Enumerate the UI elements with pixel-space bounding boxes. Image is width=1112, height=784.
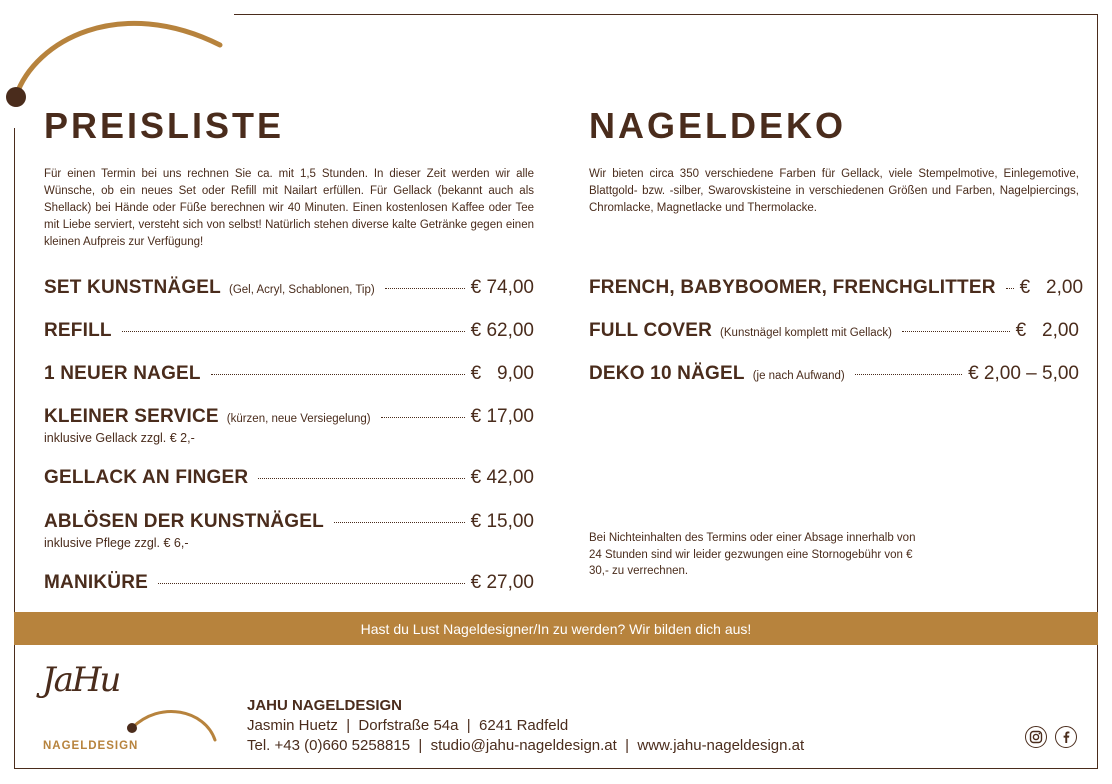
jahu-logo bbox=[40, 660, 220, 760]
price-row bbox=[44, 467, 534, 489]
item-name: SET KUNSTNÄGEL bbox=[44, 277, 221, 298]
instagram-icon[interactable] bbox=[1025, 726, 1047, 748]
dot-leader bbox=[158, 583, 465, 584]
item-name: KLEINER SERVICE bbox=[44, 406, 219, 427]
item-detail: (kürzen, neue Versiegelung) bbox=[226, 413, 371, 425]
price-row bbox=[44, 363, 534, 385]
contact-line: Tel. +43 (0)660 5258815 | studio@jahu-nageldesign.at | www.jahu-nageldesign.at bbox=[247, 737, 805, 754]
item-price: € 2,00 – 5,00 bbox=[968, 363, 1079, 384]
item-name: DEKO 10 NÄGEL bbox=[589, 363, 745, 384]
price-row bbox=[44, 572, 534, 594]
item-name: 1 NEUER NAGEL bbox=[44, 363, 201, 384]
item-price: € 62,00 bbox=[470, 320, 534, 341]
nageldeko-heading: NAGELDEKO bbox=[589, 105, 847, 146]
item-price: € 2,00 bbox=[1019, 277, 1084, 298]
cancellation-note: Bei Nichteinhalten des Termins oder einer Absage innerhalb von 24 Stunden sind wir leider gezwungen eine Stornogebühr von € 30,- zu verrechnen. bbox=[589, 532, 916, 577]
price-row bbox=[589, 277, 1084, 299]
item-subnote: inklusive Gellack zzgl. € 2,- bbox=[44, 431, 195, 445]
item-name: GELLACK AN FINGER bbox=[44, 467, 249, 488]
logo-script-text: JaHu bbox=[42, 660, 120, 700]
item-price: € 9,00 bbox=[470, 363, 534, 384]
nageldeko-intro: Wir bieten circa 350 verschiedene Farben für Gellack, viele Stempelmotive, Einlegemotive, Blattgold- bzw. -silber, Swarovskisteine in verschiedenen Größen und Farben, Nagelpiercings, Chromlacke, Magnetlacke und Thermolacke. bbox=[589, 168, 1079, 214]
item-name: FULL COVER bbox=[589, 320, 713, 341]
dot-leader bbox=[122, 331, 465, 332]
item-subnote: inklusive Pflege zzgl. € 6,- bbox=[44, 536, 189, 550]
dot-leader bbox=[334, 522, 465, 523]
dot-leader bbox=[385, 288, 465, 289]
price-row bbox=[44, 320, 534, 342]
dot-leader bbox=[381, 417, 465, 418]
logo-brand-text: NAGELDESIGN bbox=[43, 740, 139, 752]
item-name: ABLÖSEN DER KUNSTNÄGEL bbox=[44, 511, 324, 532]
frame-line-bottom bbox=[14, 768, 1098, 769]
frame-line-right bbox=[1097, 14, 1098, 769]
item-price: € 42,00 bbox=[470, 467, 534, 488]
item-price: € 27,00 bbox=[470, 572, 534, 593]
training-banner: Hast du Lust Nageldesigner/In zu werden? Wir bilden dich aus! bbox=[14, 612, 1098, 645]
item-price: € 15,00 bbox=[470, 511, 534, 532]
item-detail: (Gel, Acryl, Schablonen, Tip) bbox=[228, 284, 375, 296]
address-line: Jasmin Huetz | Dorfstraße 54a | 6241 Radfeld bbox=[247, 717, 569, 734]
price-row bbox=[44, 511, 534, 533]
instagram-glyph bbox=[1029, 730, 1043, 744]
price-row bbox=[44, 277, 534, 299]
item-detail: (je nach Aufwand) bbox=[752, 370, 845, 382]
facebook-icon[interactable] bbox=[1055, 726, 1077, 748]
item-name: REFILL bbox=[44, 320, 112, 341]
item-price: € 74,00 bbox=[470, 277, 534, 298]
company-name: JAHU NAGELDESIGN bbox=[247, 697, 403, 714]
decorative-arc bbox=[0, 0, 240, 120]
price-row bbox=[589, 320, 1079, 342]
price-row bbox=[44, 406, 534, 428]
frame-line-left bbox=[14, 128, 15, 769]
contact-block bbox=[247, 696, 804, 756]
preisliste-intro: Für einen Termin bei uns rechnen Sie ca. mit 1,5 Stunden. In dieser Zeit werden wir alle Wünsche, ob ein neues Set oder Refill mit Nailart erfüllen. Für Gellack (bekannt auch als Shellack) bei Hände oder Füße berechnen wir 40 Minuten. Einen kostenlosen Kaffee oder Tee mit Liebe serviert, versteht sich von selbst! Natürlich stehen diverse kalte Getränke gegen einen kleinen Aufpreis zur Verfügung! bbox=[44, 168, 534, 248]
price-row bbox=[589, 363, 1079, 385]
dot-leader bbox=[855, 374, 962, 375]
dot-leader bbox=[258, 478, 464, 479]
item-name: FRENCH, BABYBOOMER, FRENCHGLITTER bbox=[589, 277, 996, 298]
frame-line-top bbox=[234, 14, 1098, 15]
dot-leader bbox=[902, 331, 1010, 332]
dot-leader bbox=[211, 374, 465, 375]
dot-leader bbox=[1006, 288, 1014, 289]
item-name: MANIKÜRE bbox=[44, 572, 148, 593]
item-price: € 2,00 bbox=[1015, 320, 1079, 341]
item-detail: (Kunstnägel komplett mit Gellack) bbox=[720, 327, 892, 339]
preisliste-heading: PREISLISTE bbox=[44, 105, 285, 146]
item-price: € 17,00 bbox=[470, 406, 534, 427]
facebook-glyph bbox=[1059, 730, 1073, 744]
